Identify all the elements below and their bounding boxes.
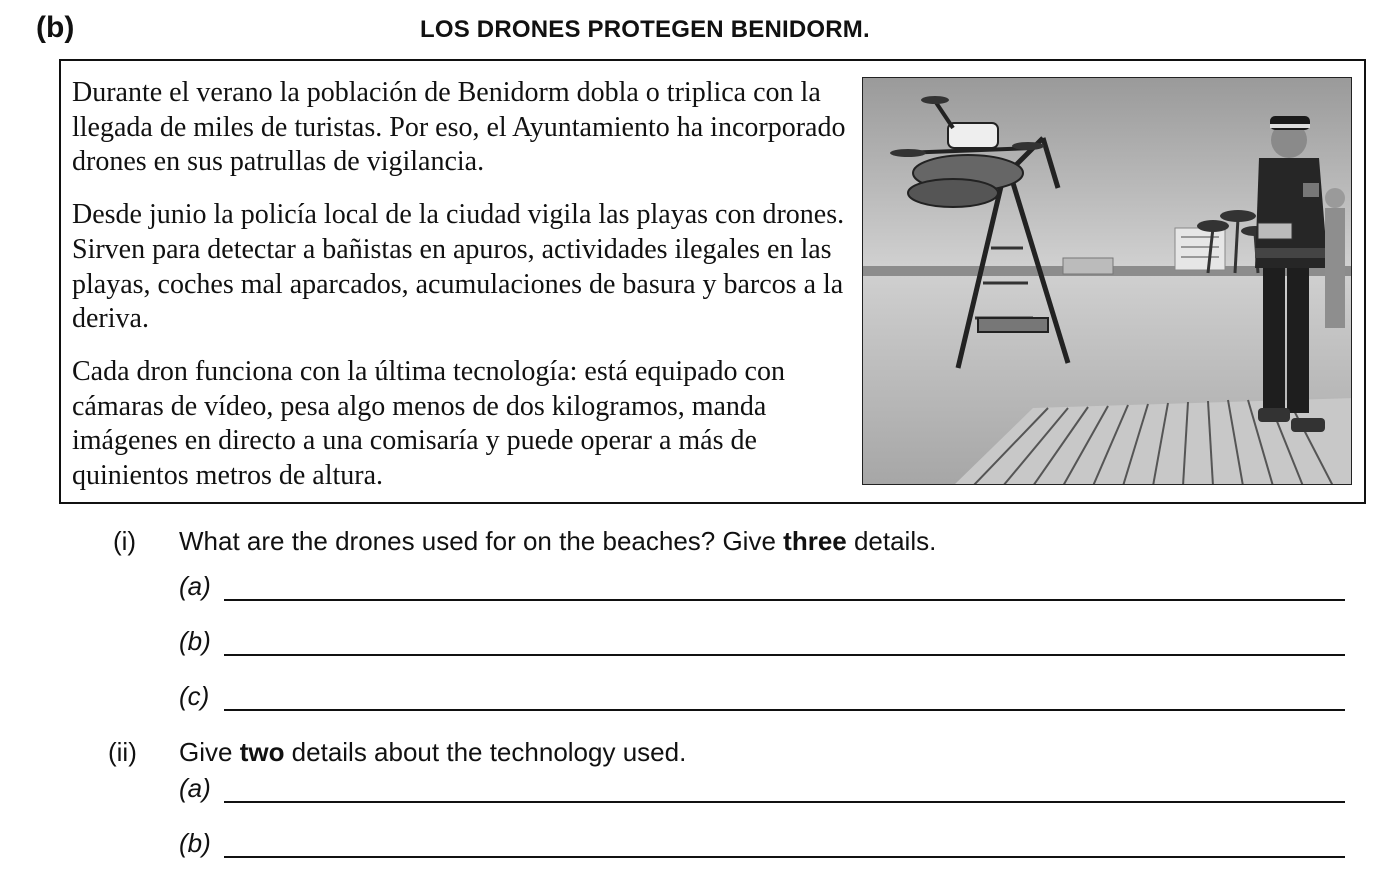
answer-label: (b)	[179, 828, 211, 858]
question-emphasis: two	[239, 737, 285, 767]
drone-beach-photo	[862, 77, 1352, 485]
answer-line[interactable]	[224, 801, 1345, 803]
question-text	[179, 737, 686, 767]
question-number: (i)	[113, 526, 137, 556]
answer-label: (c)	[179, 681, 210, 711]
question-text-start: What are the drones used for on the beaches? Give	[179, 526, 784, 556]
question-emphasis: three	[783, 526, 847, 556]
answer-row[interactable]	[179, 626, 1349, 660]
answer-label: (a)	[179, 773, 211, 803]
answer-line[interactable]	[224, 709, 1345, 711]
article-headline: LOS DRONES PROTEGEN BENIDORM.	[420, 16, 870, 43]
question-text-end: details.	[846, 526, 937, 556]
answer-row[interactable]	[179, 681, 1349, 715]
question-text-start: Give	[179, 737, 240, 767]
answer-row[interactable]	[179, 773, 1349, 807]
answer-row[interactable]	[179, 828, 1349, 862]
article-paragraph: Cada dron funciona con la última tecnología: está equipado con cámaras de vídeo, pesa algo menos de dos kilogramos, manda imágenes en directo a una comisaría y puede operar a más de quinientos metros de altura.	[72, 355, 785, 492]
question-text-end: details about the technology used.	[284, 737, 687, 767]
section-label: (b)	[36, 11, 75, 44]
article-paragraph: Desde junio la policía local de la ciudad vigila las playas con drones. Sirven para detectar a bañistas en apuros, actividades ilegales en las playas, coches mal aparcados, acumulaciones de basura y barcos a la deriva.	[72, 199, 845, 335]
answer-label: (a)	[179, 571, 211, 601]
article-paragraph: Durante el verano la población de Benidorm dobla o triplica con la llegada de miles de turistas. Por eso, el Ayuntamiento ha incorporado drones en sus patrullas de vigilancia.	[72, 77, 846, 178]
answer-label: (b)	[179, 626, 211, 656]
question-number: (ii)	[108, 737, 137, 767]
article-text	[72, 76, 852, 512]
answer-line[interactable]	[224, 654, 1345, 656]
answer-row[interactable]	[179, 571, 1349, 605]
answer-line[interactable]	[224, 599, 1345, 601]
question-text	[179, 526, 936, 556]
answer-line[interactable]	[224, 856, 1345, 858]
